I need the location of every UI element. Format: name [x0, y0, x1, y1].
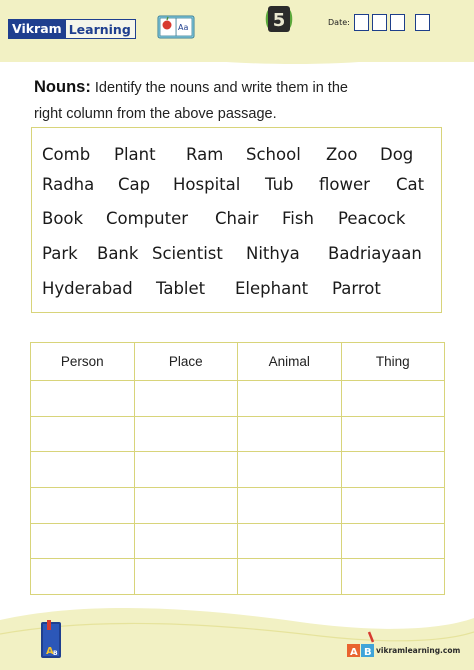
word-item: Peacock: [338, 209, 406, 228]
instruction-line-1: [34, 74, 454, 101]
word-bank: [31, 127, 442, 313]
vikram-learning-logo[interactable]: [8, 19, 142, 39]
answer-cell[interactable]: [31, 487, 135, 523]
word-item: Hyderabad: [42, 279, 133, 298]
word-item: Parrot: [332, 279, 381, 298]
instruction-line-2: right column from the above passage.: [34, 106, 277, 122]
answer-cell[interactable]: [134, 416, 238, 452]
answer-cell[interactable]: [238, 487, 342, 523]
book-apple-icon: [156, 12, 196, 40]
instruction-label: Nouns:: [34, 78, 91, 96]
answer-cell[interactable]: [238, 381, 342, 417]
table-row: [31, 416, 445, 452]
word-item: Elephant: [235, 279, 309, 298]
answer-cell[interactable]: [238, 416, 342, 452]
table-header-row: [31, 343, 445, 381]
date-label: Date:: [328, 18, 350, 27]
books-icon-letter-b: B: [53, 650, 58, 657]
word-item: School: [246, 145, 301, 164]
word-item: Computer: [106, 209, 189, 228]
answer-cell[interactable]: [238, 523, 342, 559]
logo-part-vikram: Vikram: [8, 19, 66, 39]
answer-cell[interactable]: [341, 559, 445, 595]
table-row: [31, 381, 445, 417]
logo-part-learning: Learning: [66, 19, 136, 39]
date-box-year[interactable]: [415, 14, 430, 31]
column-header-place: Place: [134, 343, 238, 381]
word-item: Ram: [186, 145, 224, 164]
answer-cell[interactable]: [238, 452, 342, 488]
word-item: Badriayaan: [328, 244, 422, 263]
word-item: Fish: [282, 209, 314, 228]
word-item: flower: [319, 175, 370, 194]
date-box-day-2[interactable]: [372, 14, 387, 31]
noun-sorting-table: [30, 342, 445, 595]
books-icon: [38, 620, 64, 660]
table-row: [31, 523, 445, 559]
answer-cell[interactable]: [134, 487, 238, 523]
answer-cell[interactable]: [134, 523, 238, 559]
answer-cell[interactable]: [31, 381, 135, 417]
number-icon-text: 5: [272, 10, 286, 31]
column-header-person: Person: [31, 343, 135, 381]
date-box-day-1[interactable]: [354, 14, 369, 31]
word-item: Hospital: [173, 175, 241, 194]
word-item: Cat: [396, 175, 425, 194]
books-icon-letter-a: A: [46, 646, 54, 657]
word-item: Cap: [118, 175, 151, 194]
answer-cell[interactable]: [134, 452, 238, 488]
answer-cell[interactable]: [31, 416, 135, 452]
table-row: [31, 452, 445, 488]
answer-cell[interactable]: [341, 487, 445, 523]
date-field: [328, 14, 433, 31]
answer-cell[interactable]: [341, 452, 445, 488]
word-item: Book: [42, 209, 84, 228]
answer-cell[interactable]: [31, 452, 135, 488]
instruction-text-1: Identify the nouns and write them in the: [94, 80, 348, 96]
answer-cell[interactable]: [341, 416, 445, 452]
answer-cell[interactable]: [31, 559, 135, 595]
block-letter-a: A: [350, 647, 358, 658]
book-icon-text: Aa: [178, 23, 189, 32]
column-header-thing: Thing: [341, 343, 445, 381]
footer-url[interactable]: vikramlearning.com: [376, 646, 461, 655]
word-item: Dog: [380, 145, 414, 164]
word-item: Comb: [42, 145, 91, 164]
word-item: Chair: [215, 209, 259, 228]
abc-blocks-icon: [345, 630, 377, 662]
number-five-icon: [265, 4, 293, 34]
column-header-animal: Animal: [238, 343, 342, 381]
answer-cell[interactable]: [238, 559, 342, 595]
answer-cell[interactable]: [31, 523, 135, 559]
word-item: Tablet: [156, 279, 206, 298]
word-item: Plant: [114, 145, 156, 164]
word-item: Radha: [42, 175, 95, 194]
footer-wave: [0, 600, 474, 670]
word-item: Zoo: [326, 145, 358, 164]
table-row: [31, 559, 445, 595]
word-item: Tub: [265, 175, 294, 194]
table-row: [31, 487, 445, 523]
block-letter-b: B: [364, 647, 372, 658]
header-wave: [0, 38, 474, 78]
word-item: Bank: [97, 244, 139, 263]
word-item: Park: [42, 244, 78, 263]
answer-cell[interactable]: [134, 559, 238, 595]
instruction: [34, 74, 454, 127]
date-box-month[interactable]: [390, 14, 405, 31]
word-item: Nithya: [246, 244, 300, 263]
answer-cell[interactable]: [341, 381, 445, 417]
word-item: Scientist: [152, 244, 223, 263]
answer-cell[interactable]: [134, 381, 238, 417]
answer-cell[interactable]: [341, 523, 445, 559]
